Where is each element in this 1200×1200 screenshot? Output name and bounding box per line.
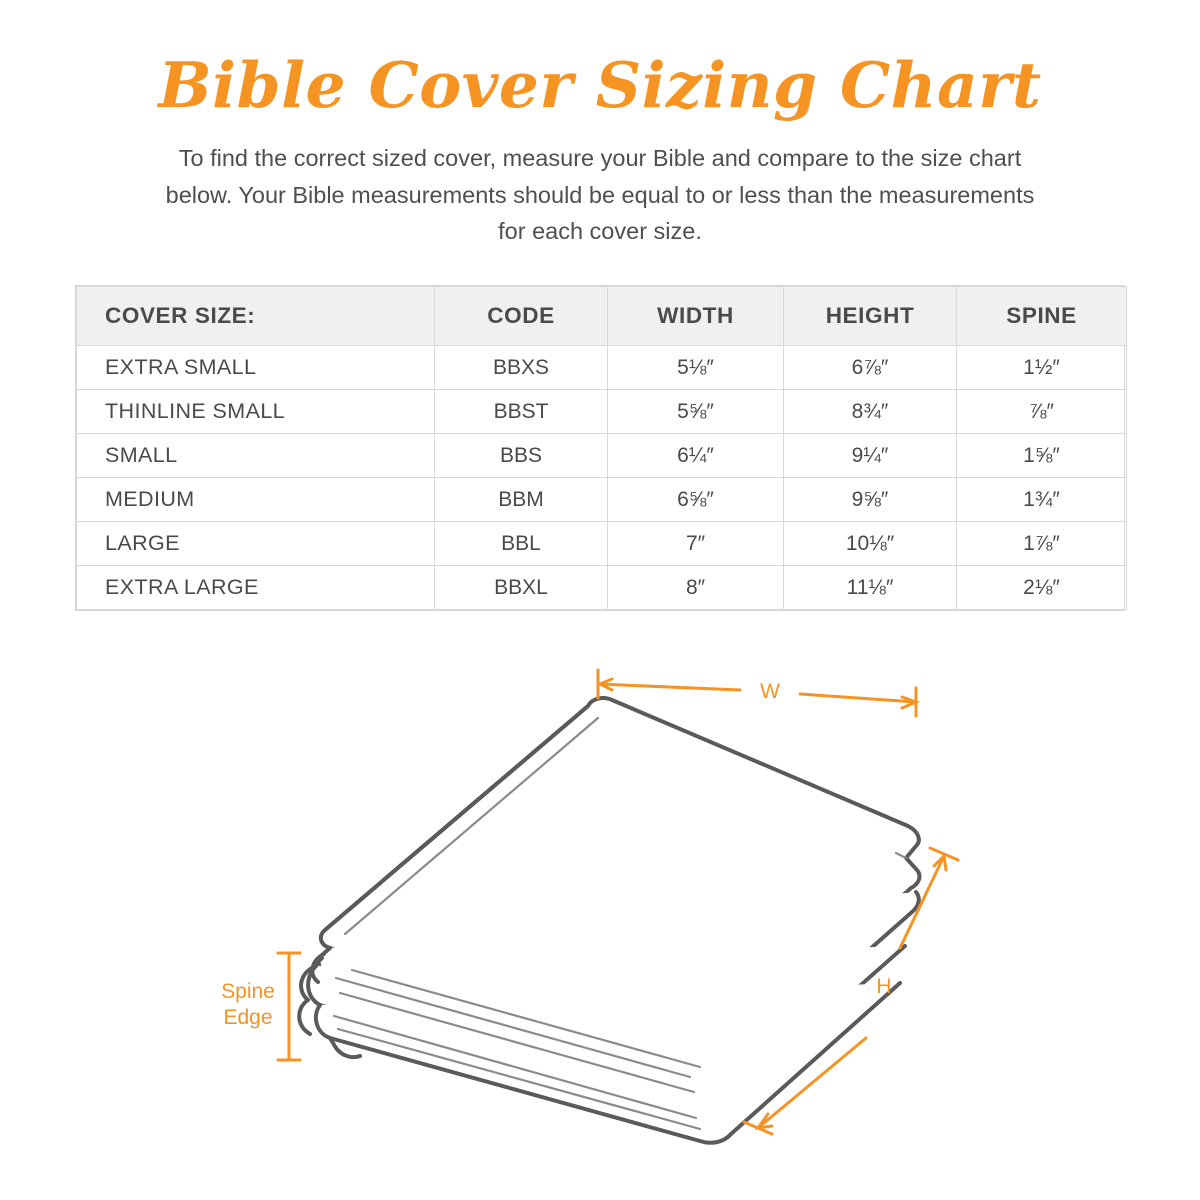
cell-cover-size: EXTRA SMALL [77, 346, 435, 390]
table-row [77, 566, 1127, 610]
table-header-row [77, 287, 1127, 346]
table-row [77, 522, 1127, 566]
spine-dimension [278, 953, 300, 1060]
table-row [77, 434, 1127, 478]
table-row [77, 390, 1127, 434]
table-row [77, 478, 1127, 522]
cell-height: 11⅛″ [784, 566, 957, 610]
cell-width: 5⅝″ [608, 390, 784, 434]
height-label: H [876, 975, 892, 998]
page-subtitle: To find the correct sized cover, measure your Bible and compare to the size chart below. Your Bible measurements should be equal to or less than the measurements for each cover size. [165, 145, 1035, 244]
cell-height: 8¾″ [784, 390, 957, 434]
bible-measurement-diagram [0, 648, 1200, 1200]
page-title: Bible Cover Sizing Chart [158, 48, 1042, 122]
cell-cover-size: EXTRA LARGE [77, 566, 435, 610]
column-header-cover-size: COVER SIZE: [77, 287, 435, 346]
cell-width: 7″ [608, 522, 784, 566]
cell-code: BBXS [435, 346, 608, 390]
book-illustration [299, 698, 919, 1143]
cell-height: 9¼″ [784, 434, 957, 478]
cell-height: 6⅞″ [784, 346, 957, 390]
spine-edge-label-line2: Edge [223, 1006, 273, 1029]
cell-code: BBXL [435, 566, 608, 610]
cell-height: 10⅛″ [784, 522, 957, 566]
cell-code: BBM [435, 478, 608, 522]
spine-edge-label-line1: Spine [221, 980, 275, 1003]
cell-code: BBST [435, 390, 608, 434]
column-header-height: HEIGHT [784, 287, 957, 346]
cell-width: 6⅝″ [608, 478, 784, 522]
cell-width: 5⅛″ [608, 346, 784, 390]
cell-cover-size: SMALL [77, 434, 435, 478]
cell-cover-size: THINLINE SMALL [77, 390, 435, 434]
column-header-spine: SPINE [957, 287, 1127, 346]
cell-code: BBS [435, 434, 608, 478]
cell-width: 8″ [608, 566, 784, 610]
width-label: W [760, 680, 780, 703]
cell-height: 9⅝″ [784, 478, 957, 522]
cell-spine: 1⅝″ [957, 434, 1127, 478]
cell-spine: ⅞″ [957, 390, 1127, 434]
cell-spine: 1¾″ [957, 478, 1127, 522]
column-header-width: WIDTH [608, 287, 784, 346]
cell-cover-size: MEDIUM [77, 478, 435, 522]
cell-width: 6¼″ [608, 434, 784, 478]
cell-spine: 1⅞″ [957, 522, 1127, 566]
cell-code: BBL [435, 522, 608, 566]
table-row [77, 346, 1127, 390]
cell-cover-size: LARGE [77, 522, 435, 566]
cell-spine: 1½″ [957, 346, 1127, 390]
cell-spine: 2⅛″ [957, 566, 1127, 610]
sizing-table [76, 286, 1127, 610]
width-dimension [598, 670, 916, 716]
sizing-table-container [75, 285, 1125, 611]
column-header-code: CODE [435, 287, 608, 346]
